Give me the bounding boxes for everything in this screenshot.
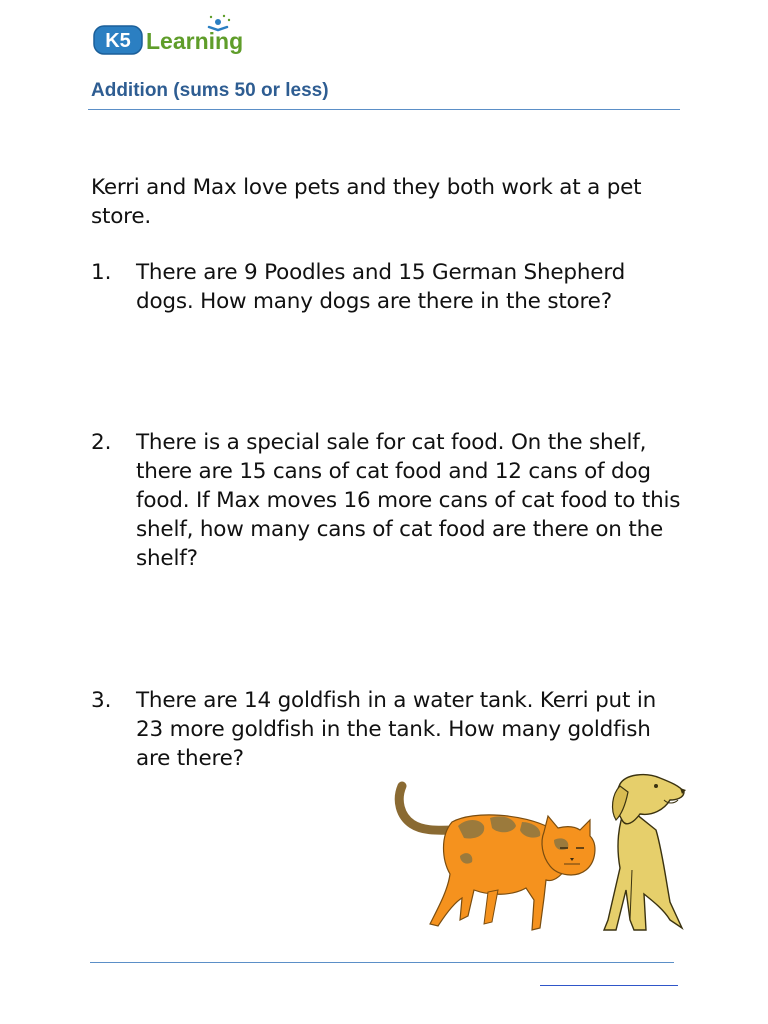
question-text: There is a special sale for cat food. On the shelf, there are 15 cans of cat food and 12 cans of dog food. If Max moves 16 more cans of cat food to this shelf, how many cans of cat food are there on the shelf? bbox=[136, 430, 681, 571]
question-number: 2. bbox=[91, 430, 112, 455]
logo-badge: K5 bbox=[105, 30, 131, 52]
intro-text: Kerri and Max love pets and they both work at a pet store. bbox=[91, 175, 642, 229]
footer-link-underline bbox=[540, 985, 678, 986]
question-text: There are 9 Poodles and 15 German Shepherd dogs. How many dogs are there in the store? bbox=[136, 260, 626, 314]
question-number: 1. bbox=[91, 260, 112, 285]
cat-illustration bbox=[399, 786, 595, 930]
question-number: 3. bbox=[91, 688, 112, 713]
worksheet-title: Addition (sums 50 or less) bbox=[91, 80, 329, 101]
logo-word: Learning bbox=[146, 28, 244, 54]
question-text: There are 14 goldfish in a water tank. Kerri put in 23 more goldfish in the tank. How many goldfish are there? bbox=[136, 688, 657, 771]
pets-illustration bbox=[394, 770, 694, 946]
header-divider bbox=[88, 109, 680, 110]
k5-learning-logo bbox=[92, 14, 262, 64]
dog-illustration bbox=[604, 775, 686, 930]
footer-divider bbox=[90, 962, 674, 963]
